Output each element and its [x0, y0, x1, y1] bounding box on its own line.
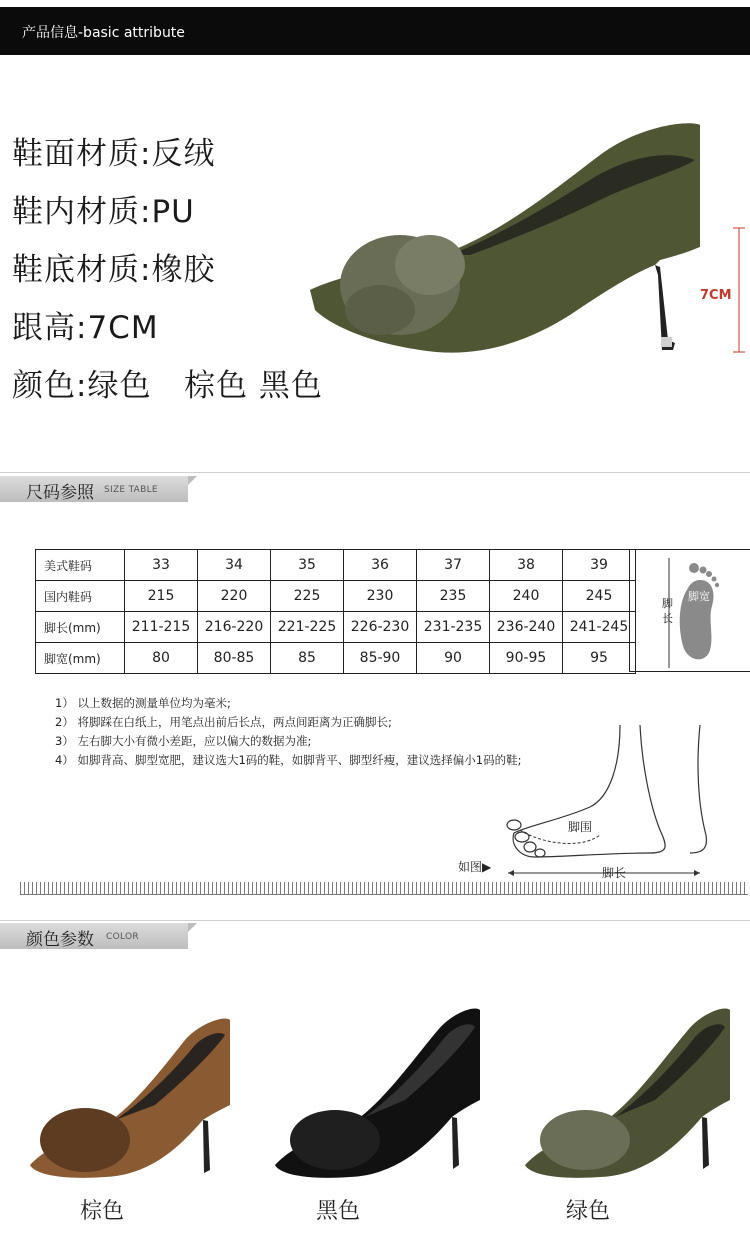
table-row: [36, 581, 636, 612]
table-cell: 220: [198, 581, 271, 612]
foot-diagram-cell: [629, 549, 750, 672]
table-cell: 231-235: [417, 612, 490, 643]
table-cell: 38: [490, 550, 563, 581]
table-cell: 90: [417, 643, 490, 674]
row-label: 脚宽(mm): [36, 643, 125, 674]
table-cell: 230: [344, 581, 417, 612]
divider: [0, 472, 750, 473]
swatch-label-brown: 棕色: [80, 1199, 125, 1224]
table-cell: 36: [344, 550, 417, 581]
foot-measure-diagram: [500, 725, 715, 885]
table-cell: 235: [417, 581, 490, 612]
note-item: 1） 以上数据的测量单位均为毫米;: [55, 696, 231, 710]
table-cell: 80-85: [198, 643, 271, 674]
note-item: 2） 将脚踩在白纸上，用笔点出前后长点，两点间距离为正确脚长;: [55, 715, 392, 729]
footprint-icon: [668, 558, 728, 668]
row-label: 美式鞋码: [36, 550, 125, 581]
heel-height-text: 跟高:7CM: [12, 310, 159, 346]
girth-label: 脚围: [568, 820, 593, 834]
table-cell: 33: [125, 550, 198, 581]
lining-material-text: 鞋内材质:PU: [12, 194, 195, 230]
shoe-swatch-brown: [25, 1015, 235, 1185]
ruler: [20, 882, 748, 895]
table-cell: 95: [563, 643, 636, 674]
table-cell: 90-95: [490, 643, 563, 674]
size-section-subtitle: SIZE TABLE: [104, 485, 158, 495]
table-cell: 225: [271, 581, 344, 612]
heel-height-callout: 7CM: [700, 288, 732, 303]
row-label: 国内鞋码: [36, 581, 125, 612]
color-section-title: 颜色参数: [26, 930, 94, 950]
color-section-subtitle: COLOR: [106, 932, 139, 942]
table-cell: 215: [125, 581, 198, 612]
color-section-banner: [0, 923, 188, 949]
section-header-title: 产品信息-basic attribute: [22, 25, 185, 41]
note-item: 3） 左右脚大小有微小差距，应以偏大的数据为准;: [55, 734, 312, 748]
table-cell: 221-225: [271, 612, 344, 643]
length-label: 脚长: [602, 866, 627, 880]
shoe-swatch-green: [520, 1005, 735, 1185]
heel-height-bracket: [733, 226, 745, 354]
foot-width-label: 脚宽: [688, 590, 710, 603]
hero-shoe-image: [300, 115, 700, 375]
example-label: 如图▶: [458, 860, 492, 874]
table-cell: 37: [417, 550, 490, 581]
table-cell: 34: [198, 550, 271, 581]
row-label: 脚长(mm): [36, 612, 125, 643]
sole-material-text: 鞋底材质:橡胶: [12, 252, 216, 288]
size-table: [35, 549, 636, 674]
table-cell: 85-90: [344, 643, 417, 674]
swatch-label-green: 绿色: [566, 1199, 611, 1224]
swatch-label-black: 黑色: [316, 1199, 361, 1224]
table-cell: 240: [490, 581, 563, 612]
table-cell: 80: [125, 643, 198, 674]
table-row: [36, 550, 636, 581]
section-header-basic-attribute: [0, 7, 750, 55]
table-cell: 211-215: [125, 612, 198, 643]
table-cell: 35: [271, 550, 344, 581]
table-cell: 226-230: [344, 612, 417, 643]
table-cell: 245: [563, 581, 636, 612]
divider: [0, 920, 750, 921]
note-item: 4） 如脚背高、脚型宽肥，建议选大1码的鞋，如脚背平、脚型纤瘦，建议选择偏小1码的鞋;: [55, 753, 522, 767]
table-cell: 85: [271, 643, 344, 674]
table-cell: 39: [563, 550, 636, 581]
size-section-banner: [0, 476, 188, 502]
upper-material-text: 鞋面材质:反绒: [12, 136, 216, 172]
size-section-title: 尺码参照: [26, 483, 94, 503]
shoe-swatch-black: [270, 1005, 485, 1185]
table-row: [36, 612, 636, 643]
table-cell: 236-240: [490, 612, 563, 643]
table-row: [36, 643, 636, 674]
colors-text: 颜色:绿色 棕色 黑色: [12, 368, 323, 404]
foot-length-label: 脚长: [662, 597, 673, 625]
table-cell: 241-245: [563, 612, 636, 643]
table-cell: 216-220: [198, 612, 271, 643]
